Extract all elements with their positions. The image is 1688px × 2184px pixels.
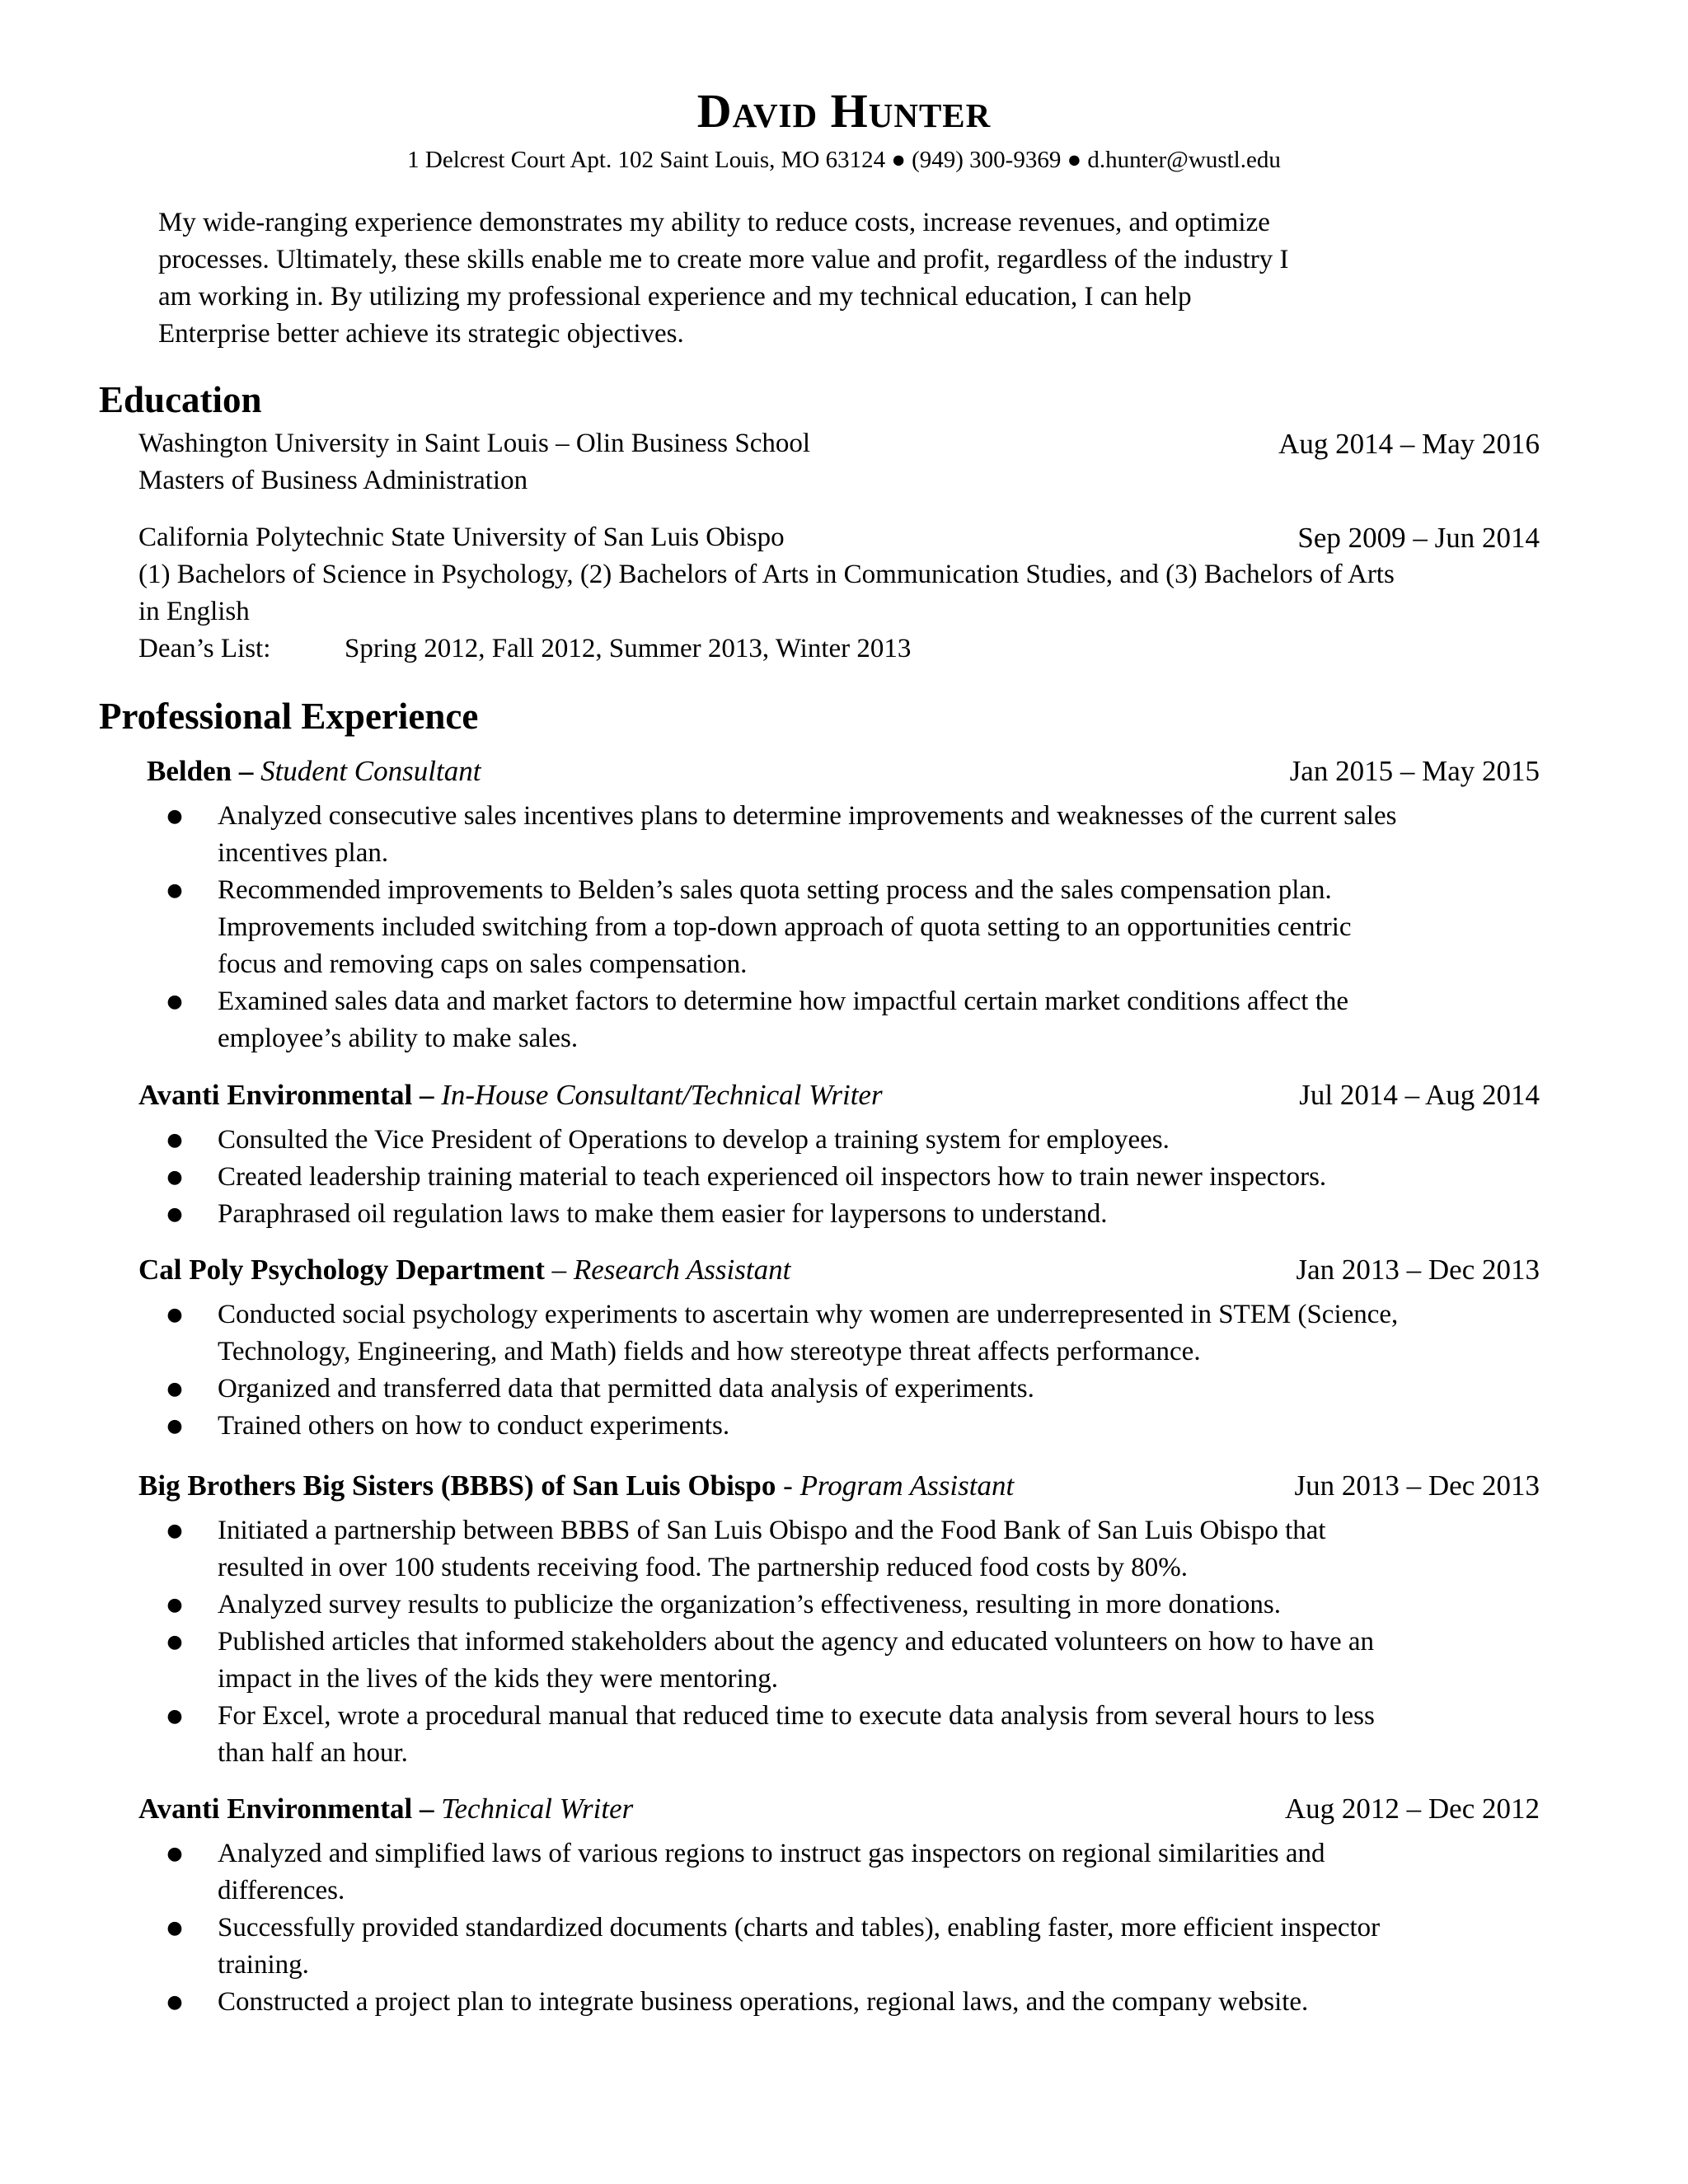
bullet-line: resulted in over 100 students receiving food. The partnership reduced food costs by 80%. [218, 1553, 1189, 1582]
bullet-line: Analyzed consecutive sales incentives plans to determine improvements and weaknesses of the current sales [218, 801, 1397, 831]
bullet-line: Analyzed and simplified laws of various regions to instruct gas inspectors on regional similarities and [218, 1839, 1325, 1868]
bullet-line: Organized and transferred data that permitted data analysis of experiments. [218, 1374, 1034, 1404]
job-dates: Aug 2012 – Dec 2012 [1284, 1793, 1540, 1825]
job-bullets [165, 798, 1550, 1057]
bullet-line: Created leadership training material to teach experienced oil inspectors how to train newer inspectors. [218, 1162, 1327, 1192]
experience-heading: Professional Experience [99, 696, 479, 737]
list-item: ● Analyzed survey results to publicize the organization’s effectiveness, resulting in more donations. [165, 1586, 1550, 1624]
list-item: ● Successfully provided standardized documents (charts and tables), enabling faster, more efficient inspector training. [165, 1910, 1550, 1984]
bullet-line: focus and removing caps on sales compensation. [218, 949, 748, 979]
bullet-line: For Excel, wrote a procedural manual that reduced time to execute data analysis from several hours to less [218, 1701, 1375, 1731]
job-header [138, 1076, 883, 1113]
deans-list [138, 630, 1540, 668]
job-company: Big Brothers Big Sisters (BBBS) of San Luis Obispo [138, 1469, 776, 1502]
list-item: ● Recommended improvements to Belden’s sales quota setting process and the sales compensation plan. Improvements included switching from a top-down approach of quota setting to an opportunities centric focus and removing caps on sales compensation. [165, 872, 1550, 983]
job-dates: Jan 2015 – May 2015 [1289, 755, 1540, 787]
bullet-line: Analyzed survey results to publicize the organization’s effectiveness, resulting in more donations. [218, 1590, 1282, 1619]
job-bullets [165, 1512, 1550, 1772]
bullet-line: Conducted social psychology experiments to ascertain why women are underrepresented in STEM (Science, [218, 1300, 1399, 1329]
job-role: Student Consultant [260, 755, 481, 787]
education-degree: in English [138, 597, 250, 626]
job-dates: Jan 2013 – Dec 2013 [1296, 1254, 1540, 1286]
contact-line: 1 Delcrest Court Apt. 102 Saint Louis, MO 63124 ● (949) 300-9369 ● d.hunter@wustl.edu [407, 147, 1281, 173]
list-item: ● Analyzed consecutive sales incentives plans to determine improvements and weaknesses of the current sales incentives plan. [165, 798, 1550, 872]
bullet-line: Successfully provided standardized documents (charts and tables), enabling faster, more efficient inspector [218, 1913, 1381, 1943]
deans-list-terms: Spring 2012, Fall 2012, Summer 2013, Winter 2013 [345, 634, 912, 663]
bullet-line: Trained others on how to conduct experiments. [218, 1411, 730, 1441]
job-role: Technical Writer [441, 1793, 634, 1825]
bullet-line: Improvements included switching from a top-down approach of quota setting to an opportunities centric [218, 912, 1352, 942]
list-item: ● Published articles that informed stakeholders about the agency and educated volunteers on how to have an impact in the lives of the kids they were mentoring. [165, 1624, 1550, 1698]
job-bullets [165, 1835, 1550, 2021]
list-item: ● Created leadership training material to teach experienced oil inspectors how to train newer inspectors. [165, 1159, 1550, 1196]
job-dates: Jul 2014 – Aug 2014 [1299, 1079, 1540, 1111]
bullet-line: Paraphrased oil regulation laws to make them easier for laypersons to understand. [218, 1199, 1108, 1229]
job-separator: - [776, 1469, 800, 1502]
job-header [147, 752, 481, 790]
list-item: ● Constructed a project plan to integrate business operations, regional laws, and the company website. [165, 1984, 1550, 2021]
job-company: Cal Poly Psychology Department [138, 1254, 545, 1286]
bullet-line: differences. [218, 1876, 345, 1905]
list-item: ● Organized and transferred data that permitted data analysis of experiments. [165, 1371, 1550, 1408]
bullet-line: than half an hour. [218, 1738, 408, 1768]
list-item: ● For Excel, wrote a procedural manual that reduced time to execute data analysis from several hours to less than half an hour. [165, 1698, 1550, 1772]
bullet-line: employee’s ability to make sales. [218, 1024, 579, 1053]
bullet-line: incentives plan. [218, 838, 389, 868]
job-role: In-House Consultant/Technical Writer [441, 1079, 883, 1111]
job-company: Avanti Environmental – [138, 1079, 434, 1111]
bullet-line: Initiated a partnership between BBBS of San Luis Obispo and the Food Bank of San Luis Obispo that [218, 1516, 1326, 1545]
education-school: Washington University in Saint Louis – Olin Business School [138, 429, 811, 458]
bullet-line: Published articles that informed stakeholders about the agency and educated volunteers on how to have an [218, 1627, 1374, 1657]
education-degree: Masters of Business Administration [138, 466, 528, 495]
summary-line: My wide-ranging experience demonstrates my ability to reduce costs, increase revenues, and optimize [158, 208, 1270, 237]
list-item: ● Conducted social psychology experiments to ascertain why women are underrepresented in STEM (Science, Technology, Engineering, and Math) fields and how stereotype threat affects performance. [165, 1296, 1550, 1371]
summary-line: processes. Ultimately, these skills enable me to create more value and profit, regardless of the industry I [158, 245, 1289, 274]
bullet-line: impact in the lives of the kids they were mentoring. [218, 1664, 778, 1694]
job-separator: – [544, 1254, 574, 1286]
job-dates: Jun 2013 – Dec 2013 [1294, 1469, 1540, 1502]
list-item: ● Consulted the Vice President of Operations to develop a training system for employees. [165, 1122, 1550, 1159]
job-company: Avanti Environmental – [138, 1793, 434, 1825]
list-item: ● Initiated a partnership between BBBS of San Luis Obispo and the Food Bank of San Luis Obispo that resulted in over 100 students receiving food. The partnership reduced food costs by 80%. [165, 1512, 1550, 1586]
job-bullets [165, 1296, 1550, 1445]
list-item: ● Examined sales data and market factors to determine how impactful certain market conditions affect the employee’s ability to make sales. [165, 983, 1550, 1057]
candidate-name: David Hunter [696, 84, 992, 138]
bullet-line: Consulted the Vice President of Operations to develop a training system for employees. [218, 1125, 1170, 1155]
list-item: ● Analyzed and simplified laws of various regions to instruct gas inspectors on regional similarities and differences. [165, 1835, 1550, 1910]
list-item: ● Paraphrased oil regulation laws to make them easier for laypersons to understand. [165, 1196, 1550, 1233]
deans-list-label: Dean’s List: [138, 634, 271, 663]
summary-line: am working in. By utilizing my professional experience and my technical education, I can help [158, 282, 1192, 312]
summary-paragraph [158, 204, 1477, 353]
job-header [138, 1251, 790, 1288]
job-company: Belden – [147, 755, 254, 787]
job-header [138, 1790, 633, 1827]
list-item: ● Trained others on how to conduct experiments. [165, 1408, 1550, 1445]
bullet-line: Technology, Engineering, and Math) fields and how stereotype threat affects performance. [218, 1337, 1201, 1366]
summary-line: Enterprise better achieve its strategic objectives. [158, 319, 684, 349]
education-dates: Aug 2014 – May 2016 [1278, 428, 1540, 460]
education-school: California Polytechnic State University of San Luis Obispo [138, 523, 785, 552]
bullet-line: Examined sales data and market factors to determine how impactful certain market conditions affect the [218, 987, 1349, 1016]
education-heading: Education [99, 379, 262, 420]
job-header [138, 1467, 1014, 1504]
bullet-line: Recommended improvements to Belden’s sales quota setting process and the sales compensation plan. [218, 875, 1332, 905]
education-dates: Sep 2009 – Jun 2014 [1297, 522, 1540, 554]
job-role: Program Assistant [799, 1469, 1015, 1502]
job-bullets [165, 1122, 1550, 1233]
bullet-line: Constructed a project plan to integrate business operations, regional laws, and the company website. [218, 1987, 1309, 2017]
bullet-line: training. [218, 1950, 309, 1980]
job-role: Research Assistant [573, 1254, 791, 1286]
education-degree: (1) Bachelors of Science in Psychology, (2) Bachelors of Arts in Communication Studies, and (3) Bachelors of Arts [138, 560, 1395, 589]
